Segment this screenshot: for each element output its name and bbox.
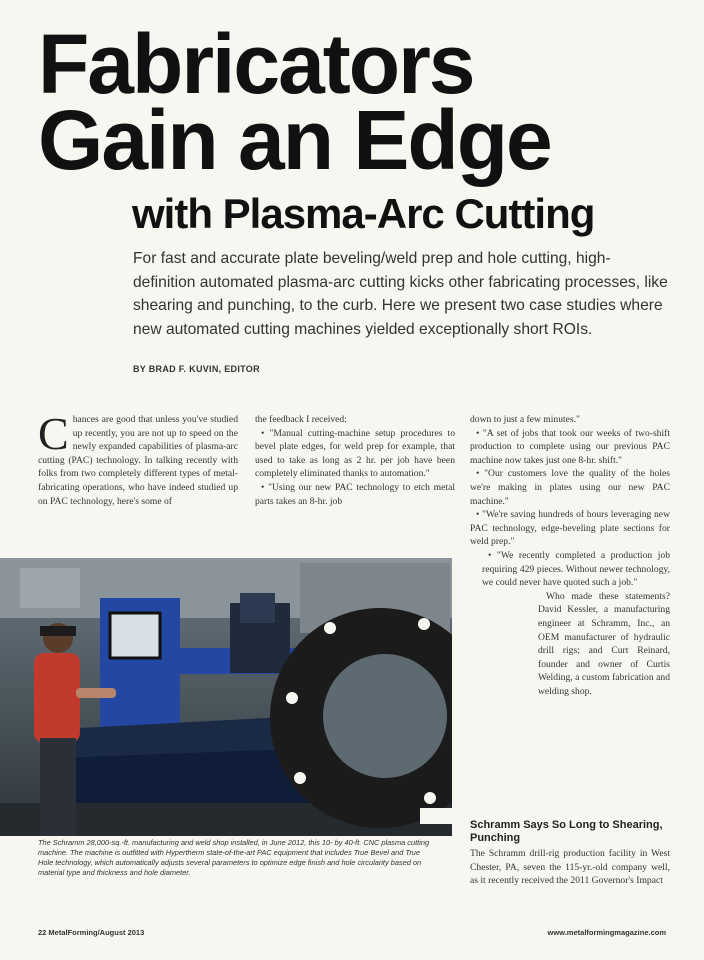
column-2-p1: the feedback I received: <box>255 414 347 425</box>
photo-plasma-machine <box>0 558 452 836</box>
column-2 <box>255 413 455 508</box>
column-3-p1: down to just a few minutes." <box>470 414 580 425</box>
headline-line2: Gain an Edge <box>38 93 551 187</box>
column-3 <box>470 413 670 698</box>
column-3-p3: • "Our customers love the quality of the holes we're making in plates using our new PAC machine." <box>470 468 670 507</box>
deck-text: For fast and accurate plate beveling/weld prep and hole cutting, high-definition automated plasma-arc cutting kicks other fabricating processes, like shearing and punching, to the curb. Here we present two case studies where new automated cutting machines yielded exceptionally short ROIs. <box>133 250 668 338</box>
column-3-p5: • "We recently completed a production job requiring 429 pieces. Without newer technology, we could never have quoted such a job." <box>482 549 670 589</box>
column-2-p3: • "Using our new PAC technology to etch metal parts takes an 8-hr. job <box>255 481 455 507</box>
photo-illustration <box>0 558 452 836</box>
column-1-text: hances are good that unless you've studied up recently, you are not up to speed on the newly expanded capabilities of plasma-arc cutting (PAC) technology. In talking recently with folks from two completely different types of metal-fabricating operations, who have indeed studied up on PAC technology, here's some of <box>38 414 238 507</box>
column-3-p4: • "We're saving hundreds of hours leveraging new PAC technology, edge-beveling plate sections for weld prep." <box>470 509 670 548</box>
footer-right: www.metalformingmagazine.com <box>547 928 666 937</box>
column-3-p2: • "A set of jobs that took our weeks of two-shift production to complete using our previous PAC machine now takes just one 8-hr. shift." <box>470 427 670 466</box>
headline-line1: Fabricators <box>38 17 474 111</box>
section-text: The Schramm drill-rig production facility in West Chester, PA, seven the 115-yr.-old company well, as it recently received the 2011 Governor's Impact <box>470 848 670 887</box>
column-1 <box>38 408 238 508</box>
column-3-p6: Who made these statements? David Kessler, a manufacturing engineer at Schramm, Inc., an OEM manufacturer of hydraulic drill rigs; and Curt Reinard, founder and owner of Curtis Welding, a custom fabrication and welding shop. <box>538 590 670 697</box>
footer-left: 22 MetalForming/August 2013 <box>38 928 145 937</box>
headline-line3: with Plasma-Arc Cutting <box>132 190 595 237</box>
photo-caption: The Schramm 28,000-sq.-ft. manufacturing and weld shop installed, in June 2012, this 10- by 40-ft. CNC plasma cutting machine. The machine is outfitted with Hypertherm state-of-the-art PAC equipment that includes True Bevel and True Hole technology, which automatically adjusts several parameters to optimize edge finish and hole circularity based on material type and thickness and hole diameter. <box>38 838 430 877</box>
byline: BY BRAD F. KUVIN, EDITOR <box>133 364 260 374</box>
section-heading: Schramm Says So Long to Shearing, Punching <box>470 819 663 844</box>
dropcap: C <box>38 408 69 459</box>
column-2-p2: • "Manual cutting-machine setup procedures to bevel plate edges, for weld prep for example, that used to take as long as 2 hr. per job have been completely eliminated thanks to automation." <box>255 427 455 480</box>
